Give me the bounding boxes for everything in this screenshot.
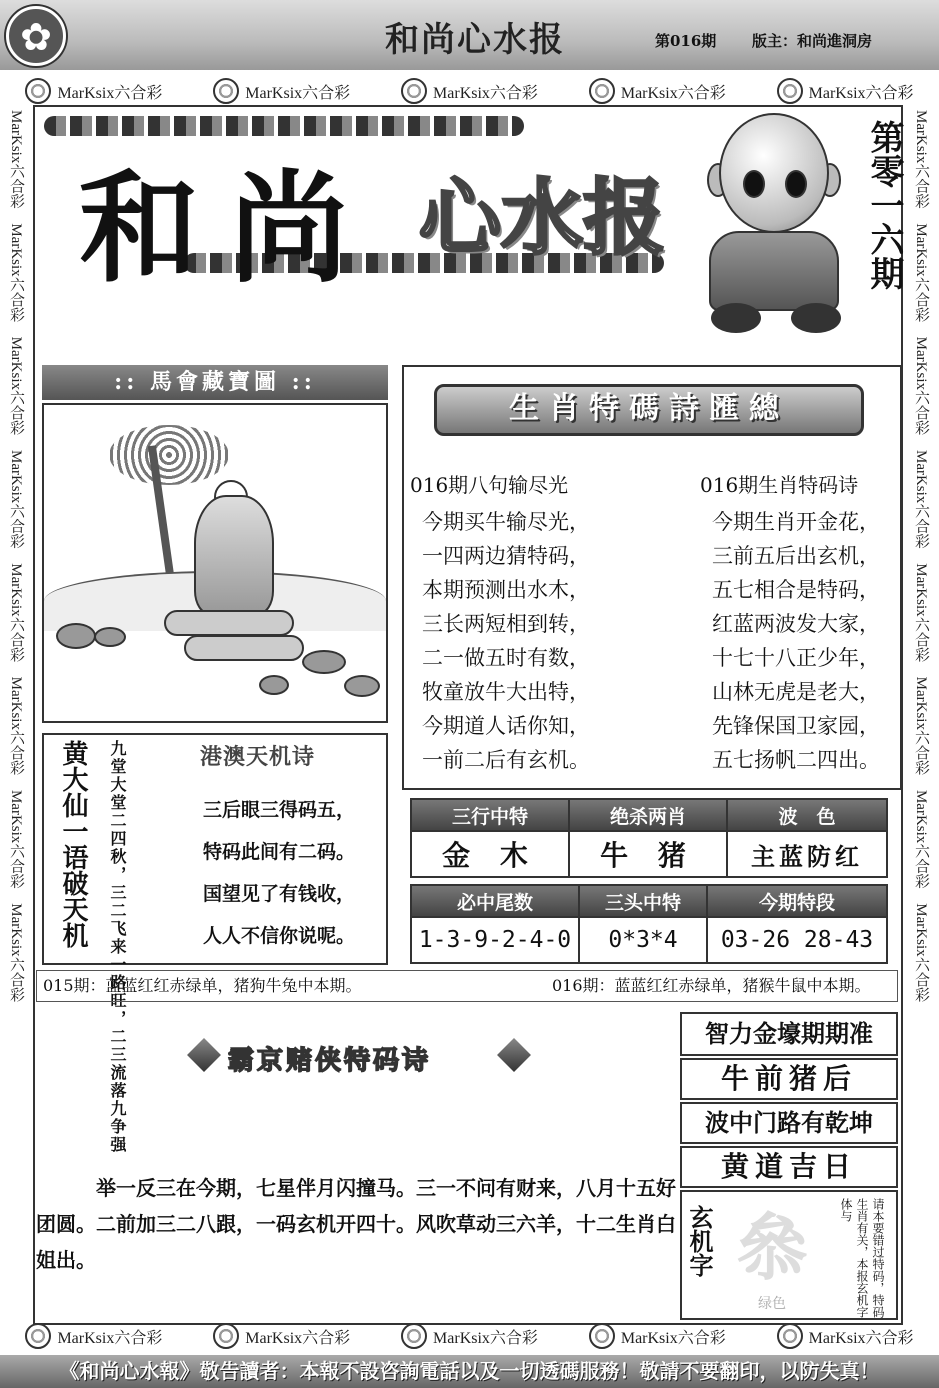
watermark-text: MarKsix六合彩 xyxy=(808,1329,914,1347)
watermark-item xyxy=(777,78,914,104)
prediction-value: 03-26 28-43 xyxy=(707,917,887,963)
masthead-title-main: 和尚 xyxy=(79,158,379,299)
watermark-row-bottom xyxy=(0,1317,939,1355)
monk-eye xyxy=(743,170,765,198)
right-box-1: 智力金壕期期准 xyxy=(680,1012,898,1056)
prediction-value: 金 木 xyxy=(411,831,569,877)
monk-foot xyxy=(711,303,761,333)
watermark-text: MarKsix六合彩 MarKsix六合彩 MarKsix六合彩 MarKsix六合彩 MarKsix六合彩 MarKsix六合彩 MarKsix六合彩 MarKsix六合彩 xyxy=(8,110,24,1002)
poem-line: 三长两短相到转， xyxy=(422,612,590,636)
prediction-header: 必中尾数 xyxy=(411,885,579,917)
poem-summary-banner: 生肖特碼詩匯總 xyxy=(434,384,864,436)
flower-icon xyxy=(401,78,427,104)
poem-line: 三前五后出玄机， xyxy=(712,544,880,568)
vertical-issue-label: 第零一六期 xyxy=(864,120,904,290)
flower-icon xyxy=(25,78,51,104)
watermark-item xyxy=(213,78,350,104)
watermark-item xyxy=(589,1323,726,1349)
watermark-item xyxy=(213,1323,350,1349)
footer-notice: 《和尚心水報》敬告讀者：本報不設咨詢電話以及一切透碼服務！敬請不要翻印，以防失真！ xyxy=(0,1355,939,1388)
poem-line: 五七扬帆二四出。 xyxy=(712,748,880,772)
monk-foot xyxy=(791,303,841,333)
flower-icon xyxy=(589,78,615,104)
mystery-color: 绿色 xyxy=(758,1296,786,1312)
flower-icon xyxy=(589,1323,615,1349)
watermark-text: MarKsix六合彩 xyxy=(433,84,538,102)
watermark-item xyxy=(25,1323,162,1349)
huang-verse: 九堂大堂二四秋，三二飞来一路旺，二三流落九争强 xyxy=(108,740,127,1154)
rock xyxy=(344,675,380,697)
treasure-map-illustration xyxy=(42,403,388,723)
prediction-table-2 xyxy=(410,884,888,964)
watermark-item xyxy=(25,78,162,104)
prediction-value: 0*3*4 xyxy=(579,917,707,963)
prediction-table-1 xyxy=(410,798,888,878)
flower-icon xyxy=(213,78,239,104)
poem-line: 红蓝两波发大家， xyxy=(712,612,880,636)
poem-line: 五七相合是特码， xyxy=(712,578,880,602)
prediction-value: 1-3-9-2-4-0 xyxy=(411,917,579,963)
log xyxy=(184,635,304,661)
fortune-text: 举一反三在今期，七星伴月闪撞马。三一不问有财来，八月十五好团圆。二前加三二八跟，一码玄机开四十。风吹草动三六羊，十二生肖白姐出。 xyxy=(36,1176,676,1272)
poem-line: 牧童放牛大出特， xyxy=(422,680,590,704)
right-box-2: 牛前猪后 xyxy=(680,1058,898,1100)
prediction-header-row xyxy=(411,799,887,831)
poem-line: 今期道人话你知， xyxy=(422,714,590,738)
watermark-text: MarKsix六合彩 xyxy=(57,1329,163,1347)
right-box-4: 黄道吉日 xyxy=(680,1146,898,1188)
poem-line: 二一做五时有数， xyxy=(422,646,590,670)
flower-icon xyxy=(777,1323,803,1349)
bauhinia-logo-icon xyxy=(6,6,66,66)
poem-right-column xyxy=(700,468,880,777)
header-editor: 版主：和尚進洞房 xyxy=(752,32,873,50)
poem-line: 今期生肖开金花， xyxy=(712,510,880,534)
flower-icon xyxy=(213,1323,239,1349)
prediction-header: 今期特段 xyxy=(707,885,887,917)
watermark-item xyxy=(401,78,538,104)
watermark-text: MarKsix六合彩 xyxy=(620,1329,726,1347)
monk-head xyxy=(719,113,829,233)
prediction-header: 波 色 xyxy=(727,799,887,831)
tree-foliage xyxy=(109,425,229,485)
watermark-text: MarKsix六合彩 xyxy=(245,1329,351,1347)
tianji-line: 三后眼三得码五， xyxy=(203,799,356,821)
fortune-title: 霸京赌侠特码诗 xyxy=(228,1046,432,1076)
watermark-text: MarKsix六合彩 MarKsix六合彩 MarKsix六合彩 MarKsix六合彩 MarKsix六合彩 MarKsix六合彩 MarKsix六合彩 MarKsix六合彩 xyxy=(913,110,929,1002)
flower-icon xyxy=(401,1323,427,1349)
log xyxy=(164,610,294,636)
monk-mascot-icon xyxy=(699,113,859,343)
watermark-text: MarKsix六合彩 xyxy=(620,84,726,102)
monk-eye xyxy=(785,170,807,198)
top-header-bar xyxy=(0,0,939,70)
watermark-item xyxy=(589,78,726,104)
huang-daxian-label: 黄大仙一语破天机 xyxy=(58,740,88,948)
poem-line: 山林无虎是老大， xyxy=(712,680,880,704)
poem-line: 今期买牛输尽光， xyxy=(422,510,590,534)
ticker-current: 016期：蓝蓝红红赤绿单，猪猴牛鼠中本期。 xyxy=(552,976,871,995)
treasure-map-heading: :: 馬會藏寶圖 :: xyxy=(42,365,388,400)
prediction-header: 绝杀两肖 xyxy=(569,799,727,831)
prediction-value: 主蓝防红 xyxy=(727,831,887,877)
ticker-previous: 015期：蓝蓝红红赤绿单，猪狗牛兔中本期。 xyxy=(43,976,362,995)
poem-line: 一四两边猜特码， xyxy=(422,544,590,568)
prediction-value-row xyxy=(411,917,887,963)
watermark-item xyxy=(777,1323,914,1349)
prediction-value-row xyxy=(411,831,887,877)
rock xyxy=(94,627,126,647)
rock xyxy=(259,675,289,695)
prediction-header-row xyxy=(411,885,887,917)
tianji-line: 特码此间有二码。 xyxy=(203,841,356,863)
rock xyxy=(56,623,96,649)
header-title: 和尚心水报 xyxy=(385,20,565,60)
watermark-col-right xyxy=(907,110,937,1330)
watermark-text: MarKsix六合彩 xyxy=(808,84,914,102)
watermark-text: MarKsix六合彩 xyxy=(245,84,351,102)
poem-line: 十七十八正少年， xyxy=(712,646,880,670)
prediction-header: 三行中特 xyxy=(411,799,569,831)
flower-icon xyxy=(25,1323,51,1349)
mystery-note: 请本要错过特码，特码生肖有关，本报玄机字体与 xyxy=(839,1198,885,1318)
masthead-title-sub: 心水报 xyxy=(419,171,666,266)
poem-line: 本期预测出水木， xyxy=(422,578,590,602)
header-issue: 第016期 xyxy=(655,32,717,50)
tianji-line: 人人不信你说呢。 xyxy=(203,925,356,947)
prediction-header: 三头中特 xyxy=(579,885,707,917)
mystery-label: 玄机字 xyxy=(685,1205,714,1277)
rock xyxy=(302,650,346,674)
poem-line: 一前二后有玄机。 xyxy=(422,748,590,772)
poem-left-title: 016期八句输尽光 xyxy=(410,473,569,497)
right-box-3: 波中门路有乾坤 xyxy=(680,1102,898,1144)
monk-body xyxy=(709,231,839,311)
seated-woman-figure xyxy=(194,495,274,615)
tianji-line: 国望见了有钱收， xyxy=(203,883,356,905)
poem-left-column xyxy=(410,468,590,777)
watermark-item xyxy=(401,1323,538,1349)
tianji-title: 港澳天机诗 xyxy=(200,744,316,770)
watermark-text: MarKsix六合彩 xyxy=(57,84,163,102)
mystery-char: 叅 xyxy=(735,1205,808,1290)
poem-line: 先锋保国卫家园， xyxy=(712,714,880,738)
flower-icon xyxy=(777,78,803,104)
masthead xyxy=(34,108,902,358)
ticker-line xyxy=(36,970,898,1002)
prediction-value: 牛 猪 xyxy=(569,831,727,877)
watermark-col-left xyxy=(2,110,32,1330)
poem-right-title: 016期生肖特码诗 xyxy=(700,473,859,497)
watermark-text: MarKsix六合彩 xyxy=(433,1329,538,1347)
